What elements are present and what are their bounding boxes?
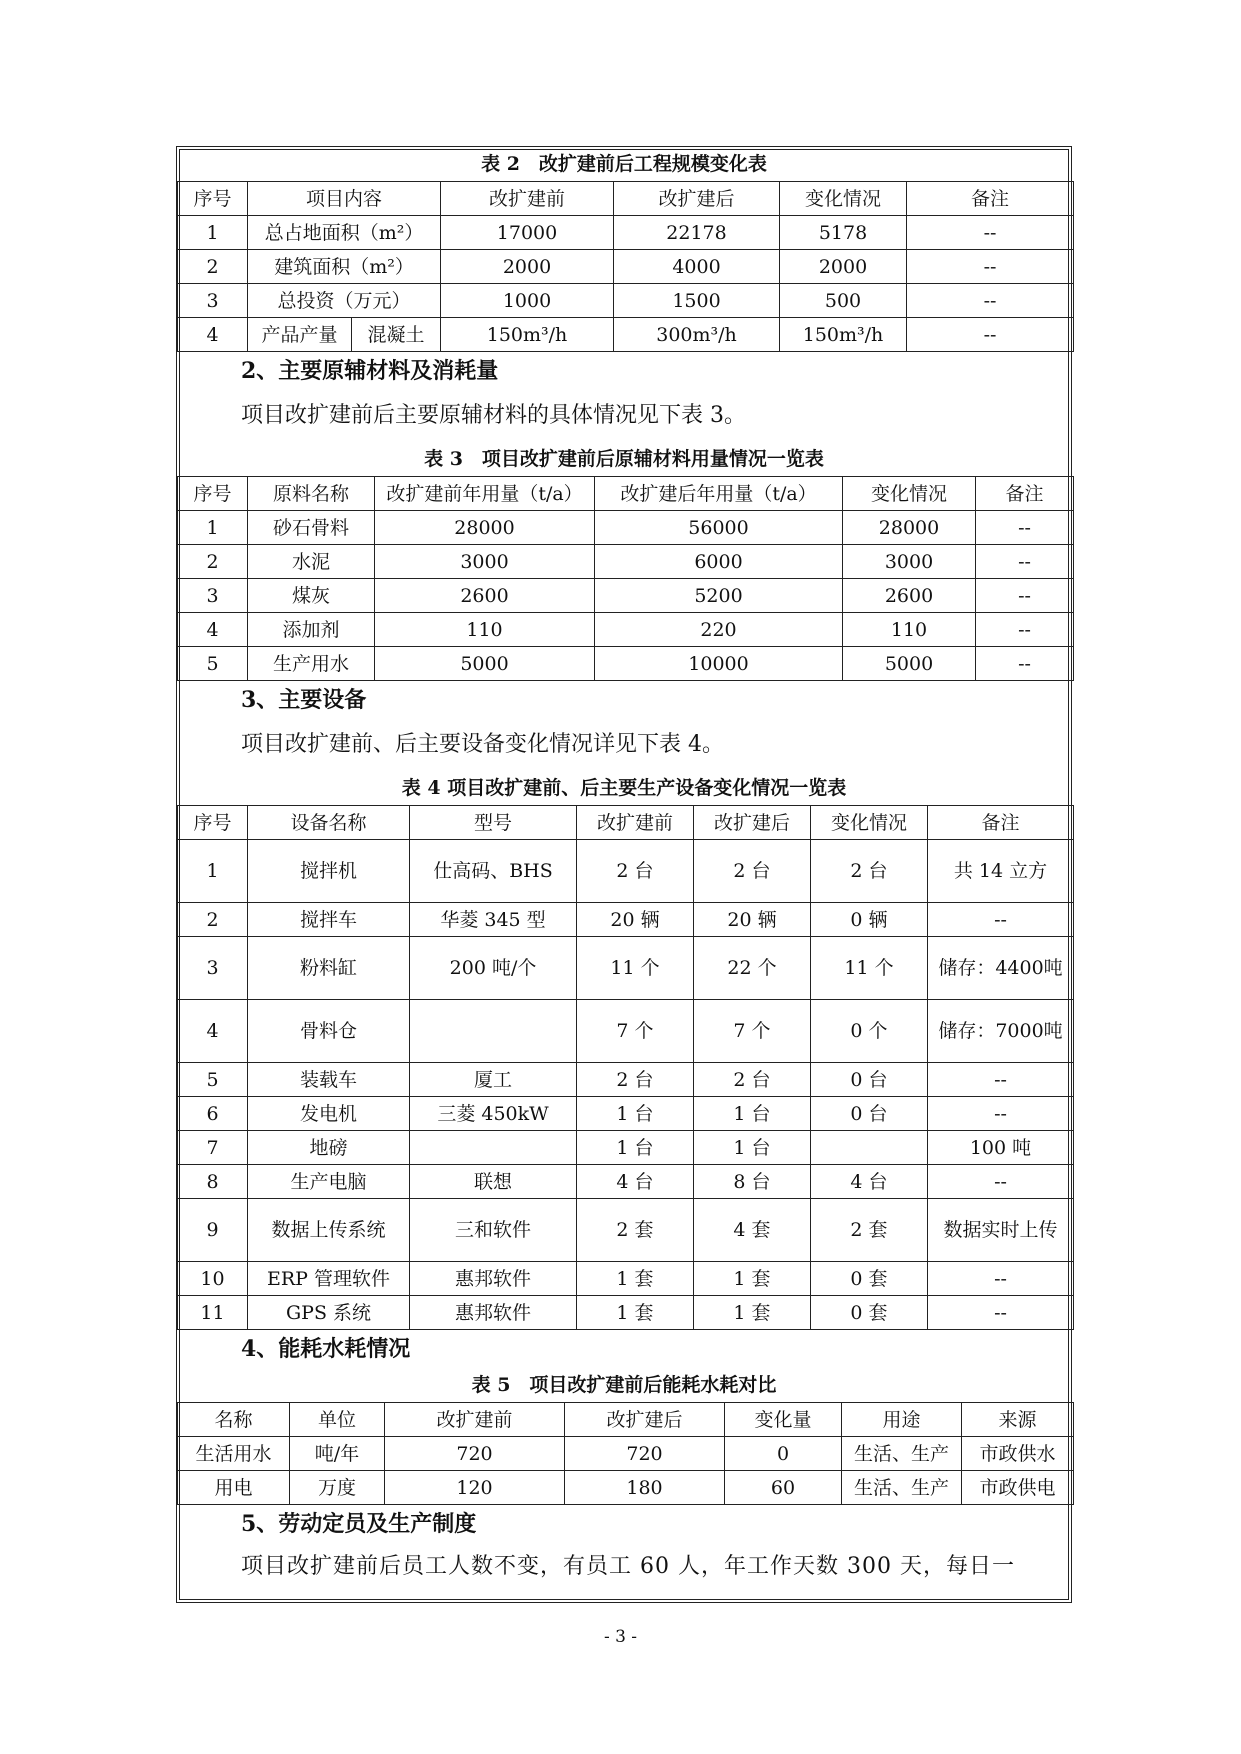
table-cell: 共 14 立方 bbox=[928, 840, 1074, 903]
table-row bbox=[178, 545, 1074, 579]
header-cell: 改扩建后 bbox=[614, 182, 780, 216]
table-cell: 220 bbox=[595, 613, 843, 647]
table-cell: 数据上传系统 bbox=[248, 1199, 410, 1262]
table-cell: 市政供水 bbox=[962, 1437, 1074, 1471]
table-cell: GPS 系统 bbox=[248, 1296, 410, 1330]
table-cell: 地磅 bbox=[248, 1131, 410, 1165]
table-cell: 2000 bbox=[441, 250, 614, 284]
table-cell: -- bbox=[928, 1296, 1074, 1330]
table-cell: -- bbox=[976, 545, 1074, 579]
table-cell: 骨料仓 bbox=[248, 1000, 410, 1063]
table-cell: 4 台 bbox=[577, 1165, 694, 1199]
table-cell: 0 台 bbox=[811, 1097, 928, 1131]
table-cell: 数据实时上传 bbox=[928, 1199, 1074, 1262]
table-header-row bbox=[178, 806, 1074, 840]
table-cell: ERP 管理软件 bbox=[248, 1262, 410, 1296]
table-cell: 10 bbox=[178, 1262, 248, 1296]
table-cell: -- bbox=[928, 1097, 1074, 1131]
table-cell: -- bbox=[976, 613, 1074, 647]
table-cell: 7 个 bbox=[694, 1000, 811, 1063]
table-cell: 120 bbox=[385, 1471, 565, 1505]
table-cell: 2 台 bbox=[577, 1063, 694, 1097]
table-cell: 20 辆 bbox=[694, 903, 811, 937]
table-row bbox=[178, 903, 1074, 937]
table-cell: 总投资（万元） bbox=[248, 284, 441, 318]
header-cell: 变化情况 bbox=[843, 477, 976, 511]
table-cell: 惠邦软件 bbox=[410, 1262, 577, 1296]
table-cell: 8 台 bbox=[694, 1165, 811, 1199]
table-cell: 生活、生产 bbox=[842, 1437, 962, 1471]
header-cell: 变化量 bbox=[725, 1403, 842, 1437]
table-cell: 1 套 bbox=[694, 1296, 811, 1330]
table-cell: 2 套 bbox=[811, 1199, 928, 1262]
table-cell: 搅拌车 bbox=[248, 903, 410, 937]
page-content bbox=[177, 147, 1071, 1591]
table-cell: 生产电脑 bbox=[248, 1165, 410, 1199]
page-frame bbox=[176, 146, 1072, 1603]
table-cell: 产品产量 bbox=[248, 318, 352, 352]
table-row bbox=[178, 579, 1074, 613]
header-cell: 改扩建前年用量（t/a） bbox=[375, 477, 595, 511]
table-cell: 2000 bbox=[780, 250, 907, 284]
table-cell: 2 套 bbox=[577, 1199, 694, 1262]
table-cell: 1000 bbox=[441, 284, 614, 318]
table-cell: 生产用水 bbox=[248, 647, 375, 681]
table-cell: 22178 bbox=[614, 216, 780, 250]
table-cell: 0 台 bbox=[811, 1063, 928, 1097]
table-cell: 水泥 bbox=[248, 545, 375, 579]
table-cell: 2 台 bbox=[694, 1063, 811, 1097]
table-cell: 混凝土 bbox=[352, 318, 441, 352]
table-cell: 2 台 bbox=[577, 840, 694, 903]
table-cell: -- bbox=[928, 1262, 1074, 1296]
table-row bbox=[178, 1262, 1074, 1296]
table-cell: 3000 bbox=[375, 545, 595, 579]
table-cell: 8 bbox=[178, 1165, 248, 1199]
table-cell: -- bbox=[928, 1063, 1074, 1097]
table-row bbox=[178, 937, 1074, 1000]
header-cell: 序号 bbox=[178, 477, 248, 511]
table-cell: 5000 bbox=[375, 647, 595, 681]
section5-text: 项目改扩建前后员工人数不变，有员工 60 人，年工作天数 300 天，每日一 bbox=[241, 1554, 1015, 1579]
table-cell: 6000 bbox=[595, 545, 843, 579]
table-cell: 联想 bbox=[410, 1165, 577, 1199]
section4-heading: 4、能耗水耗情况 bbox=[241, 1336, 411, 1362]
header-cell: 设备名称 bbox=[248, 806, 410, 840]
table-cell: 煤灰 bbox=[248, 579, 375, 613]
table-cell: 2600 bbox=[843, 579, 976, 613]
table-cell: 粉料缸 bbox=[248, 937, 410, 1000]
table-cell: -- bbox=[907, 216, 1074, 250]
table-cell: 1500 bbox=[614, 284, 780, 318]
header-cell: 原料名称 bbox=[248, 477, 375, 511]
table-cell bbox=[410, 1131, 577, 1165]
table2 bbox=[177, 181, 1074, 352]
table-cell: -- bbox=[907, 284, 1074, 318]
header-cell: 序号 bbox=[178, 806, 248, 840]
header-cell: 备注 bbox=[976, 477, 1074, 511]
table-cell: 1 台 bbox=[577, 1097, 694, 1131]
table-cell: 2 bbox=[178, 903, 248, 937]
table-cell: -- bbox=[976, 647, 1074, 681]
table-row bbox=[178, 284, 1074, 318]
table-row bbox=[178, 1199, 1074, 1262]
header-cell: 单位 bbox=[290, 1403, 385, 1437]
table-cell: 2 台 bbox=[694, 840, 811, 903]
table-cell: 1 台 bbox=[694, 1131, 811, 1165]
table-row bbox=[178, 1296, 1074, 1330]
table-cell: 6 bbox=[178, 1097, 248, 1131]
table-cell: 2 bbox=[178, 545, 248, 579]
table-cell: 150m³/h bbox=[780, 318, 907, 352]
table-cell: 1 bbox=[178, 840, 248, 903]
header-cell: 改扩建后年用量（t/a） bbox=[595, 477, 843, 511]
table-row bbox=[178, 1097, 1074, 1131]
header-cell: 改扩建后 bbox=[565, 1403, 725, 1437]
header-cell: 型号 bbox=[410, 806, 577, 840]
table-cell: 1 套 bbox=[694, 1262, 811, 1296]
table-cell: 4 bbox=[178, 1000, 248, 1063]
table-cell: 0 套 bbox=[811, 1296, 928, 1330]
table-cell: 生活用水 bbox=[178, 1437, 290, 1471]
table3-caption: 表 3 项目改扩建前后原辅材料用量情况一览表 bbox=[424, 448, 824, 470]
header-cell: 项目内容 bbox=[248, 182, 441, 216]
table-cell: 5178 bbox=[780, 216, 907, 250]
table-cell: 1 台 bbox=[694, 1097, 811, 1131]
table-cell: 建筑面积（m²） bbox=[248, 250, 441, 284]
table-cell: 720 bbox=[385, 1437, 565, 1471]
section2-heading: 2、主要原辅材料及消耗量 bbox=[241, 358, 499, 384]
table-cell: 22 个 bbox=[694, 937, 811, 1000]
header-cell: 改扩建前 bbox=[577, 806, 694, 840]
table-cell: 0 bbox=[725, 1437, 842, 1471]
table-cell: 110 bbox=[843, 613, 976, 647]
section3-text: 项目改扩建前、后主要设备变化情况详见下表 4。 bbox=[241, 732, 724, 757]
table-cell: 厦工 bbox=[410, 1063, 577, 1097]
table-cell: 添加剂 bbox=[248, 613, 375, 647]
header-cell: 变化情况 bbox=[780, 182, 907, 216]
table-cell bbox=[410, 1000, 577, 1063]
table-cell: -- bbox=[976, 511, 1074, 545]
table-row bbox=[178, 1471, 1074, 1505]
table4-caption: 表 4 项目改扩建前、后主要生产设备变化情况一览表 bbox=[401, 777, 847, 799]
table-cell: 市政供电 bbox=[962, 1471, 1074, 1505]
table-cell: 华菱 345 型 bbox=[410, 903, 577, 937]
table-row bbox=[178, 647, 1074, 681]
table-cell: 10000 bbox=[595, 647, 843, 681]
section3-heading: 3、主要设备 bbox=[241, 687, 367, 713]
table-cell: 200 吨/个 bbox=[410, 937, 577, 1000]
table-cell: 储存：4400吨 bbox=[928, 937, 1074, 1000]
table-cell: 总占地面积（m²） bbox=[248, 216, 441, 250]
header-cell: 改扩建后 bbox=[694, 806, 811, 840]
section5-heading: 5、劳动定员及生产制度 bbox=[241, 1511, 477, 1537]
header-cell: 备注 bbox=[907, 182, 1074, 216]
table-cell: 17000 bbox=[441, 216, 614, 250]
table-cell: 三菱 450kW bbox=[410, 1097, 577, 1131]
table-cell: 搅拌机 bbox=[248, 840, 410, 903]
table-cell: 150m³/h bbox=[441, 318, 614, 352]
table-cell: 装载车 bbox=[248, 1063, 410, 1097]
table-cell: 5 bbox=[178, 1063, 248, 1097]
header-cell: 改扩建前 bbox=[385, 1403, 565, 1437]
section2-text: 项目改扩建前后主要原辅材料的具体情况见下表 3。 bbox=[241, 403, 746, 428]
header-cell: 序号 bbox=[178, 182, 248, 216]
table-cell: 28000 bbox=[375, 511, 595, 545]
table-cell: 110 bbox=[375, 613, 595, 647]
table-row bbox=[178, 216, 1074, 250]
table-cell: 720 bbox=[565, 1437, 725, 1471]
header-cell: 来源 bbox=[962, 1403, 1074, 1437]
table-cell: 7 个 bbox=[577, 1000, 694, 1063]
table-cell: 180 bbox=[565, 1471, 725, 1505]
table-cell: 吨/年 bbox=[290, 1437, 385, 1471]
table4 bbox=[177, 805, 1074, 1330]
table-row bbox=[178, 613, 1074, 647]
table-cell: 1 套 bbox=[577, 1262, 694, 1296]
table-cell: 28000 bbox=[843, 511, 976, 545]
table-header-row bbox=[178, 182, 1074, 216]
table-cell: 1 bbox=[178, 511, 248, 545]
table-cell: 5200 bbox=[595, 579, 843, 613]
table-row bbox=[178, 1165, 1074, 1199]
table-cell: 砂石骨料 bbox=[248, 511, 375, 545]
header-cell: 名称 bbox=[178, 1403, 290, 1437]
table-cell: 0 辆 bbox=[811, 903, 928, 937]
table-cell: 储存：7000吨 bbox=[928, 1000, 1074, 1063]
table-cell: 500 bbox=[780, 284, 907, 318]
table-cell: 56000 bbox=[595, 511, 843, 545]
header-cell: 变化情况 bbox=[811, 806, 928, 840]
table-cell: 用电 bbox=[178, 1471, 290, 1505]
table-cell: 1 套 bbox=[577, 1296, 694, 1330]
table2-caption: 表 2 改扩建前后工程规模变化表 bbox=[481, 153, 767, 175]
table-cell: 0 套 bbox=[811, 1262, 928, 1296]
table-cell: -- bbox=[928, 903, 1074, 937]
table-cell: 4 bbox=[178, 613, 248, 647]
table-cell: 发电机 bbox=[248, 1097, 410, 1131]
table-row bbox=[178, 1063, 1074, 1097]
table-cell: 2 台 bbox=[811, 840, 928, 903]
table-cell: 20 辆 bbox=[577, 903, 694, 937]
table-cell: 60 bbox=[725, 1471, 842, 1505]
table-cell: 4 台 bbox=[811, 1165, 928, 1199]
table-cell: 9 bbox=[178, 1199, 248, 1262]
table-row bbox=[178, 1000, 1074, 1063]
table-cell: 万度 bbox=[290, 1471, 385, 1505]
table-cell: 11 个 bbox=[811, 937, 928, 1000]
table-cell bbox=[811, 1131, 928, 1165]
table-cell: -- bbox=[907, 318, 1074, 352]
table-cell: 4000 bbox=[614, 250, 780, 284]
table-cell: 1 台 bbox=[577, 1131, 694, 1165]
table-cell: 3 bbox=[178, 937, 248, 1000]
table-row bbox=[178, 840, 1074, 903]
table-cell: -- bbox=[928, 1165, 1074, 1199]
table-cell: -- bbox=[907, 250, 1074, 284]
table-row bbox=[178, 511, 1074, 545]
table-cell: 11 bbox=[178, 1296, 248, 1330]
header-cell: 备注 bbox=[928, 806, 1074, 840]
table-row bbox=[178, 318, 1074, 352]
header-cell: 用途 bbox=[842, 1403, 962, 1437]
table-cell: 0 个 bbox=[811, 1000, 928, 1063]
table-cell: 100 吨 bbox=[928, 1131, 1074, 1165]
header-cell: 改扩建前 bbox=[441, 182, 614, 216]
table-row bbox=[178, 1131, 1074, 1165]
table-header-row bbox=[178, 1403, 1074, 1437]
table-row bbox=[178, 250, 1074, 284]
table-row bbox=[178, 1437, 1074, 1471]
table-cell: 生活、生产 bbox=[842, 1471, 962, 1505]
table-cell: 三和软件 bbox=[410, 1199, 577, 1262]
table5-caption: 表 5 项目改扩建前后能耗水耗对比 bbox=[471, 1374, 777, 1396]
table-cell: 仕高码、BHS bbox=[410, 840, 577, 903]
table5 bbox=[177, 1402, 1074, 1505]
table-cell: -- bbox=[976, 579, 1074, 613]
table-cell: 5 bbox=[178, 647, 248, 681]
table-cell: 7 bbox=[178, 1131, 248, 1165]
page-number: - 3 - bbox=[603, 1627, 638, 1647]
table-cell: 2 bbox=[178, 250, 248, 284]
table-cell: 300m³/h bbox=[614, 318, 780, 352]
table-header-row bbox=[178, 477, 1074, 511]
table-cell: 11 个 bbox=[577, 937, 694, 1000]
table3 bbox=[177, 476, 1074, 681]
table-cell: 3 bbox=[178, 579, 248, 613]
table-cell: 4 套 bbox=[694, 1199, 811, 1262]
table-cell: 3 bbox=[178, 284, 248, 318]
table-cell: 2600 bbox=[375, 579, 595, 613]
table-cell: 4 bbox=[178, 318, 248, 352]
table-cell: 5000 bbox=[843, 647, 976, 681]
table-cell: 3000 bbox=[843, 545, 976, 579]
table-cell: 惠邦软件 bbox=[410, 1296, 577, 1330]
table-cell: 1 bbox=[178, 216, 248, 250]
